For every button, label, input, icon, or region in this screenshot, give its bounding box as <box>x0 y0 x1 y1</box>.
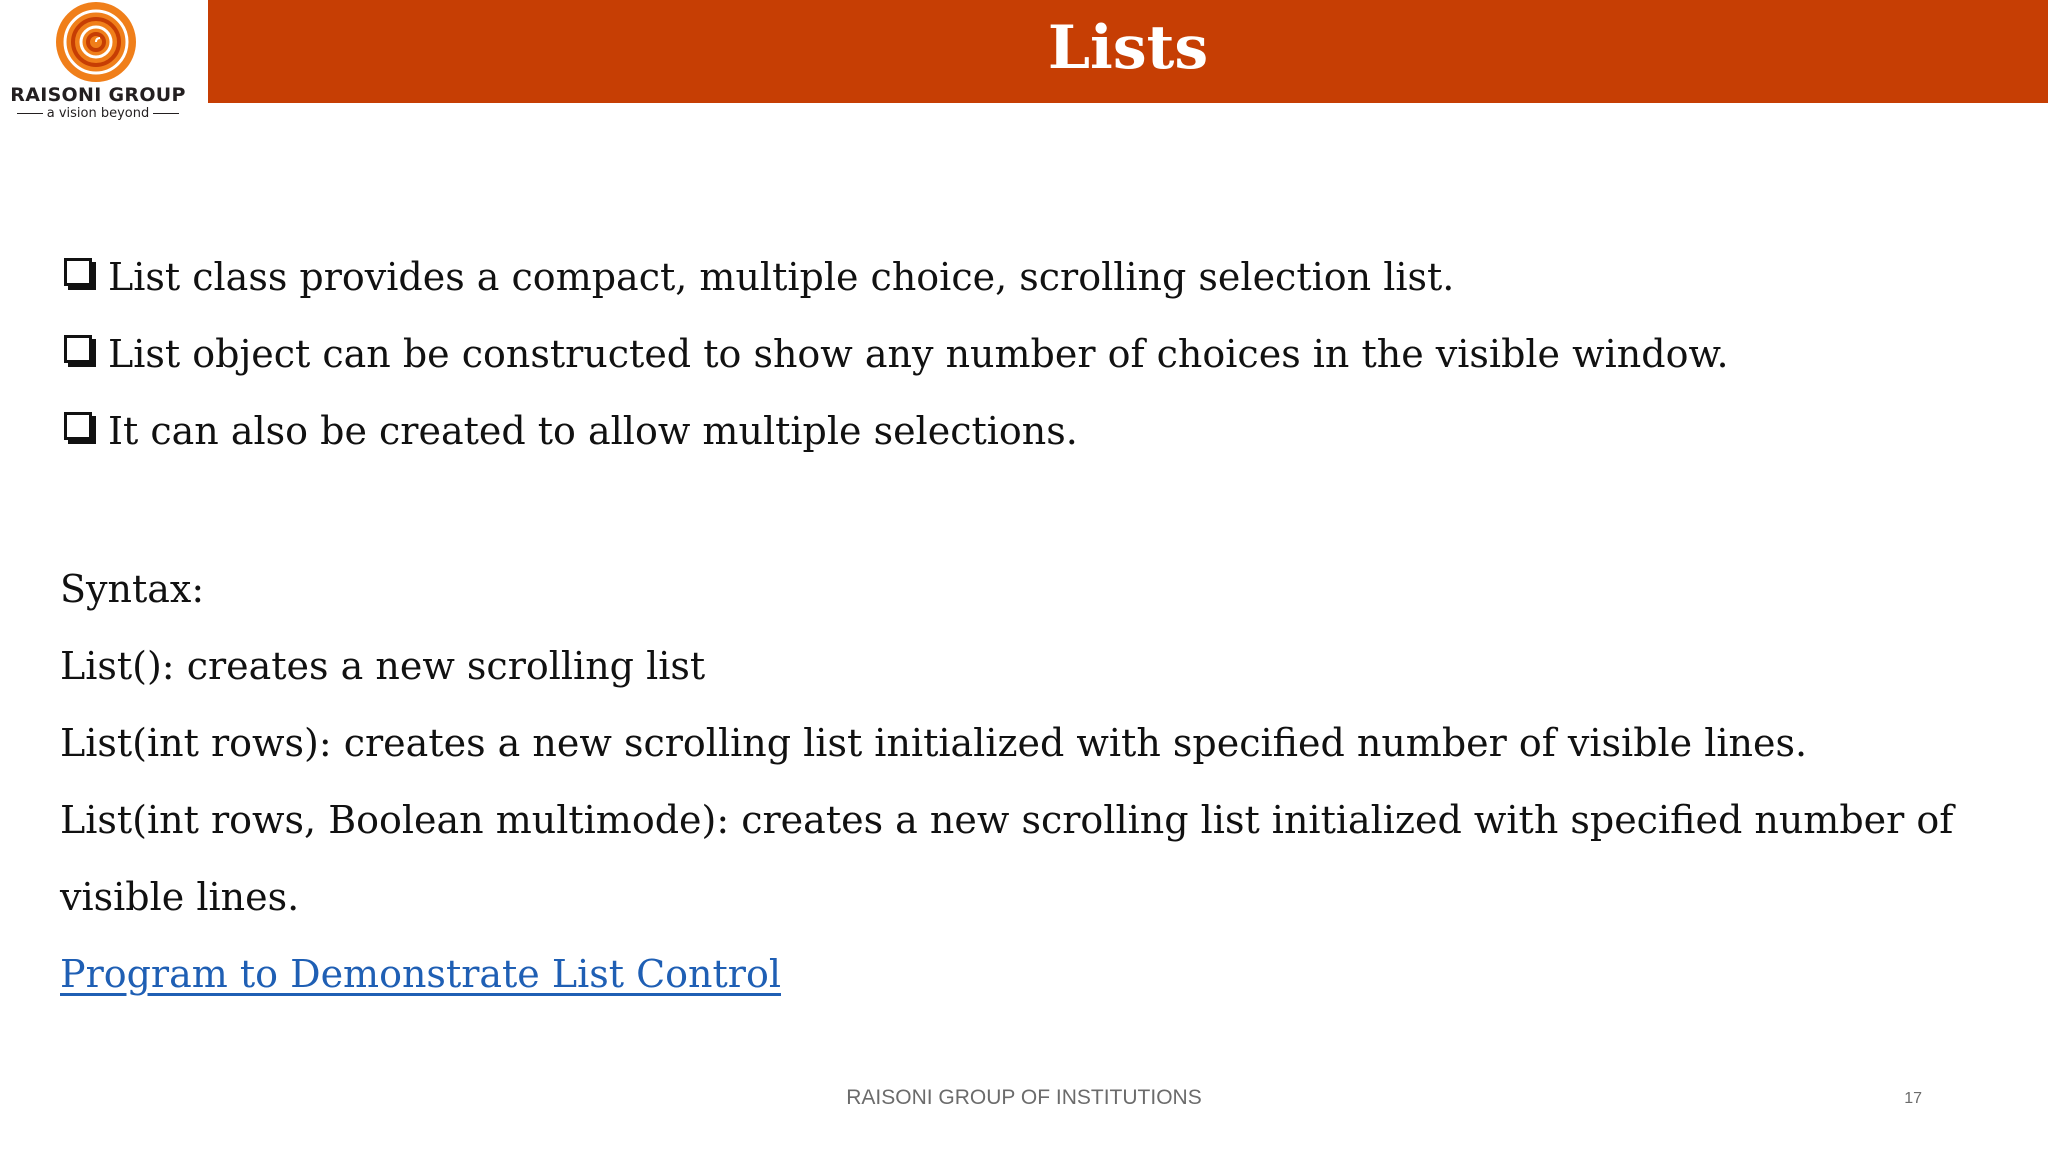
demo-program-link-row <box>60 941 1960 1018</box>
bullet-text: List object can be constructed to show any number of choices in the visible window. <box>108 332 1729 376</box>
syntax-line: List(): creates a new scrolling list <box>60 644 706 688</box>
page-number: 17 <box>1904 1090 1922 1107</box>
logo-tagline <box>0 106 196 121</box>
page-title: Lists <box>1047 13 1209 83</box>
syntax-section <box>60 556 1960 1018</box>
checkbox-bullet-icon <box>64 258 92 286</box>
syntax-line: visible lines. <box>60 875 300 919</box>
footer-text: RAISONI GROUP OF INSTITUTIONS <box>846 1086 1202 1109</box>
list-item <box>60 398 1960 475</box>
bullet-text: It can also be created to allow multiple selections. <box>108 409 1078 453</box>
list-item <box>60 321 1960 398</box>
spiral-logo-icon <box>0 0 205 84</box>
syntax-heading: Syntax: <box>60 567 205 611</box>
raisoni-logo <box>0 0 205 130</box>
divider <box>153 113 179 114</box>
divider <box>17 113 43 114</box>
list-item <box>60 244 1960 321</box>
syntax-line: List(int rows): creates a new scrolling list initialized with specified number of visible lines. <box>60 721 1808 765</box>
bullet-list <box>60 244 1960 475</box>
logo-tagline-text: a vision beyond <box>46 106 150 121</box>
checkbox-bullet-icon <box>64 335 92 363</box>
logo-name: RAISONI GROUP <box>10 84 186 106</box>
demo-program-link[interactable]: Program to Demonstrate List Control <box>60 952 781 996</box>
bullet-text: List class provides a compact, multiple choice, scrolling selection list. <box>108 255 1455 299</box>
checkbox-bullet-icon <box>64 412 92 440</box>
syntax-line: List(int rows, Boolean multimode): creates a new scrolling list initialized with specified number of <box>60 798 1954 842</box>
